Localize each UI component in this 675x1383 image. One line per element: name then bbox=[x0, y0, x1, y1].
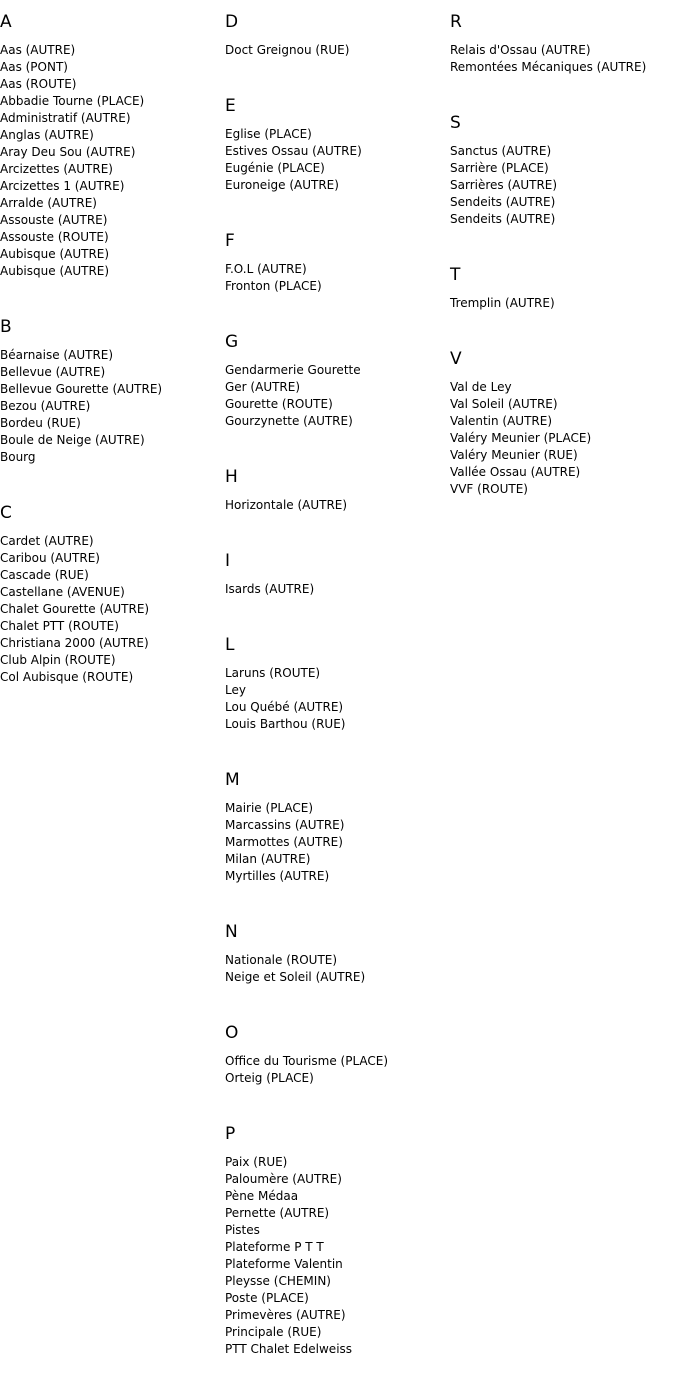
street-entry[interactable]: Bourg bbox=[0, 450, 36, 464]
street-entry[interactable]: Boule de Neige (AUTRE) bbox=[0, 433, 145, 447]
street-entry[interactable]: Remontées Mécaniques (AUTRE) bbox=[450, 60, 647, 74]
group-spacer bbox=[225, 1087, 450, 1112]
street-entry[interactable]: Chalet PTT (ROUTE) bbox=[0, 619, 119, 633]
letter-heading: S bbox=[450, 113, 461, 133]
street-entry[interactable]: Gourette (ROUTE) bbox=[225, 397, 333, 411]
street-entry[interactable]: Aubisque (AUTRE) bbox=[0, 264, 110, 278]
street-entry[interactable]: Lou Québé (AUTRE) bbox=[225, 700, 344, 714]
street-entry[interactable]: Valentin (AUTRE) bbox=[450, 414, 553, 428]
letter-heading: F bbox=[225, 231, 235, 251]
street-entry[interactable]: Gourzynette (AUTRE) bbox=[225, 414, 353, 428]
letter-group bbox=[225, 320, 450, 455]
group-spacer bbox=[225, 194, 450, 219]
street-entry[interactable]: Assouste (AUTRE) bbox=[0, 213, 108, 227]
letter-heading: T bbox=[450, 265, 461, 285]
letter-group bbox=[450, 101, 675, 253]
street-entry[interactable]: Cascade (RUE) bbox=[0, 568, 89, 582]
street-entry[interactable]: Pène Médaa bbox=[225, 1189, 299, 1203]
street-entry[interactable]: Sanctus (AUTRE) bbox=[450, 144, 552, 158]
street-entry[interactable]: Doct Greignou (RUE) bbox=[225, 43, 350, 57]
group-spacer bbox=[225, 733, 450, 758]
street-entry[interactable]: Aas (ROUTE) bbox=[0, 77, 77, 91]
letter-heading: O bbox=[225, 1023, 239, 1043]
index-column bbox=[450, 0, 675, 523]
letter-heading: R bbox=[450, 12, 462, 32]
street-entry[interactable]: Arcizettes 1 (AUTRE) bbox=[0, 179, 125, 193]
group-spacer bbox=[0, 466, 225, 491]
letter-group bbox=[225, 623, 450, 758]
street-entry[interactable]: PTT Chalet Edelweiss bbox=[225, 1342, 353, 1356]
street-entry[interactable]: Isards (AUTRE) bbox=[225, 582, 315, 596]
street-entry[interactable]: Nationale (ROUTE) bbox=[225, 953, 338, 967]
letter-group bbox=[225, 1112, 450, 1383]
street-entry[interactable]: Pleysse (CHEMIN) bbox=[225, 1274, 331, 1288]
street-entry[interactable]: Chalet Gourette (AUTRE) bbox=[0, 602, 150, 616]
group-spacer bbox=[225, 885, 450, 910]
group-spacer bbox=[225, 514, 450, 539]
letter-heading: D bbox=[225, 12, 239, 32]
letter-heading: I bbox=[225, 551, 231, 571]
group-spacer bbox=[225, 598, 450, 623]
group-spacer bbox=[450, 228, 675, 253]
letter-heading: B bbox=[0, 317, 12, 337]
letter-group bbox=[225, 539, 450, 623]
letter-group bbox=[450, 0, 675, 101]
letter-group bbox=[225, 0, 450, 84]
group-spacer bbox=[450, 76, 675, 101]
street-entry[interactable]: Horizontale (AUTRE) bbox=[225, 498, 348, 512]
street-entry[interactable]: Marmottes (AUTRE) bbox=[225, 835, 343, 849]
street-entry[interactable]: Valéry Meunier (PLACE) bbox=[450, 431, 592, 445]
letter-group bbox=[225, 84, 450, 219]
street-entry[interactable]: Assouste (ROUTE) bbox=[0, 230, 109, 244]
street-entry[interactable]: Orteig (PLACE) bbox=[225, 1071, 314, 1085]
letter-group bbox=[225, 1011, 450, 1112]
letter-group bbox=[450, 337, 675, 523]
street-entry[interactable]: Mairie (PLACE) bbox=[225, 801, 314, 815]
street-entry[interactable]: Caribou (AUTRE) bbox=[0, 551, 100, 565]
street-entry[interactable]: Eugénie (PLACE) bbox=[225, 161, 325, 175]
group-spacer bbox=[450, 312, 675, 337]
letter-group bbox=[0, 0, 225, 305]
street-entry[interactable]: Administratif (AUTRE) bbox=[0, 111, 131, 125]
street-entry[interactable]: Estives Ossau (AUTRE) bbox=[225, 144, 362, 158]
letter-group bbox=[0, 305, 225, 491]
street-entry[interactable]: Aray Deu Sou (AUTRE) bbox=[0, 145, 136, 159]
street-entry[interactable]: Office du Tourisme (PLACE) bbox=[225, 1054, 389, 1068]
street-entry[interactable]: Christiana 2000 (AUTRE) bbox=[0, 636, 149, 650]
letter-group bbox=[0, 491, 225, 711]
street-entry[interactable]: Col Aubisque (ROUTE) bbox=[0, 670, 134, 684]
street-entry[interactable]: Tremplin (AUTRE) bbox=[450, 296, 555, 310]
group-spacer bbox=[225, 59, 450, 84]
letter-group bbox=[225, 455, 450, 539]
street-entry[interactable]: Bellevue Gourette (AUTRE) bbox=[0, 382, 163, 396]
street-entry[interactable]: Sarrière (PLACE) bbox=[450, 161, 549, 175]
group-spacer bbox=[0, 280, 225, 305]
street-entry[interactable]: Gendarmerie Gourette bbox=[225, 363, 361, 377]
group-spacer bbox=[225, 295, 450, 320]
letter-group bbox=[450, 253, 675, 337]
group-spacer bbox=[225, 430, 450, 455]
letter-heading: M bbox=[225, 770, 240, 790]
letter-heading: C bbox=[0, 503, 12, 523]
street-entry[interactable]: Aas (PONT) bbox=[0, 60, 68, 74]
letter-heading: N bbox=[225, 922, 238, 942]
street-entry[interactable]: Arralde (AUTRE) bbox=[0, 196, 97, 210]
letter-heading: E bbox=[225, 96, 236, 116]
letter-heading: V bbox=[450, 349, 462, 369]
street-entry[interactable]: Pistes bbox=[225, 1223, 260, 1237]
letter-group bbox=[225, 219, 450, 320]
street-entry[interactable]: Arcizettes (AUTRE) bbox=[0, 162, 113, 176]
street-entry[interactable]: Poste (PLACE) bbox=[225, 1291, 309, 1305]
group-spacer bbox=[450, 498, 675, 523]
street-entry[interactable]: Eglise (PLACE) bbox=[225, 127, 312, 141]
letter-group bbox=[225, 758, 450, 910]
street-entry[interactable]: Bordeu (RUE) bbox=[0, 416, 81, 430]
letter-heading: A bbox=[0, 12, 12, 32]
street-entry[interactable]: Myrtilles (AUTRE) bbox=[225, 869, 330, 883]
street-entry[interactable]: Marcassins (AUTRE) bbox=[225, 818, 345, 832]
street-entry[interactable]: Sarrières (AUTRE) bbox=[450, 178, 558, 192]
letter-heading: H bbox=[225, 467, 238, 487]
street-entry[interactable]: Sendeits (AUTRE) bbox=[450, 195, 556, 209]
street-entry[interactable]: Primevères (AUTRE) bbox=[225, 1308, 346, 1322]
street-entry[interactable]: Aas (AUTRE) bbox=[0, 43, 76, 57]
street-entry[interactable]: Ger (AUTRE) bbox=[225, 380, 301, 394]
street-entry[interactable]: Fronton (PLACE) bbox=[225, 279, 322, 293]
street-entry[interactable]: Ley bbox=[225, 683, 246, 697]
street-entry[interactable]: Bezou (AUTRE) bbox=[0, 399, 91, 413]
street-entry[interactable]: Val de Ley bbox=[450, 380, 512, 394]
letter-heading: G bbox=[225, 332, 239, 352]
street-entry[interactable]: Relais d'Ossau (AUTRE) bbox=[450, 43, 591, 57]
street-entry[interactable]: Plateforme Valentin bbox=[225, 1257, 343, 1271]
index-column bbox=[0, 0, 225, 711]
letter-heading: P bbox=[225, 1124, 236, 1144]
street-entry[interactable]: Sendeits (AUTRE) bbox=[450, 212, 556, 226]
street-entry[interactable]: Castellane (AVENUE) bbox=[0, 585, 125, 599]
street-entry[interactable]: Anglas (AUTRE) bbox=[0, 128, 94, 142]
street-entry[interactable]: Plateforme P T T bbox=[225, 1240, 324, 1254]
group-spacer bbox=[0, 686, 225, 711]
street-entry[interactable]: Cardet (AUTRE) bbox=[0, 534, 94, 548]
street-entry[interactable]: Aubisque (AUTRE) bbox=[0, 247, 110, 261]
street-entry[interactable]: Paix (RUE) bbox=[225, 1155, 288, 1169]
street-entry[interactable]: Paloumère (AUTRE) bbox=[225, 1172, 342, 1186]
street-entry[interactable]: Bellevue (AUTRE) bbox=[0, 365, 106, 379]
street-entry[interactable]: Béarnaise (AUTRE) bbox=[0, 348, 114, 362]
street-entry[interactable]: Vallée Ossau (AUTRE) bbox=[450, 465, 581, 479]
letter-group bbox=[225, 910, 450, 1011]
street-entry[interactable]: VVF (ROUTE) bbox=[450, 482, 528, 496]
street-entry[interactable]: Milan (AUTRE) bbox=[225, 852, 311, 866]
street-entry[interactable]: Abbadie Tourne (PLACE) bbox=[0, 94, 145, 108]
street-entry[interactable]: Louis Barthou (RUE) bbox=[225, 717, 346, 731]
index-column bbox=[225, 0, 450, 1383]
street-entry[interactable]: F.O.L (AUTRE) bbox=[225, 262, 307, 276]
street-entry[interactable]: Valéry Meunier (RUE) bbox=[450, 448, 578, 462]
street-entry[interactable]: Principale (RUE) bbox=[225, 1325, 322, 1339]
street-entry[interactable]: Val Soleil (AUTRE) bbox=[450, 397, 558, 411]
street-entry[interactable]: Club Alpin (ROUTE) bbox=[0, 653, 116, 667]
group-spacer bbox=[225, 1358, 450, 1383]
street-entry[interactable]: Laruns (ROUTE) bbox=[225, 666, 321, 680]
letter-heading: L bbox=[225, 635, 235, 655]
street-entry[interactable]: Euroneige (AUTRE) bbox=[225, 178, 339, 192]
street-entry[interactable]: Pernette (AUTRE) bbox=[225, 1206, 330, 1220]
group-spacer bbox=[225, 986, 450, 1011]
street-entry[interactable]: Neige et Soleil (AUTRE) bbox=[225, 970, 366, 984]
